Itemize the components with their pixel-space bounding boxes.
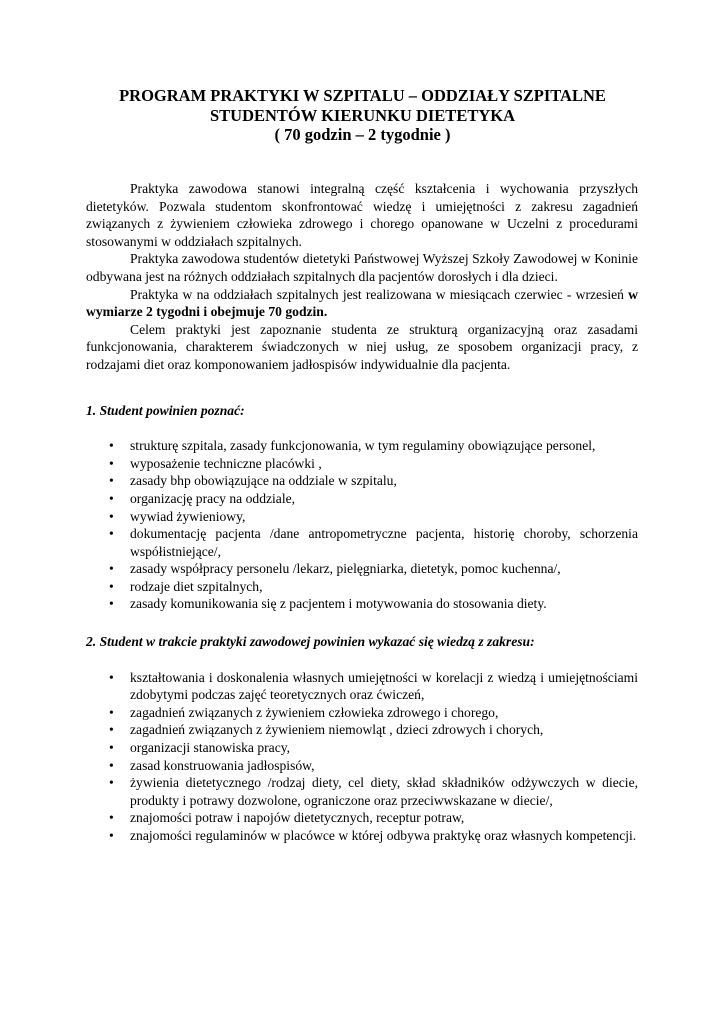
list-item-text: kształtowania i doskonalenia własnych umiejętności w korelacji z wiedzą i umiejętnościami zdobytymi podczas zajęć teoretycznych oraz ćwiczeń, [130, 669, 638, 703]
bullet-icon: • [109, 828, 114, 843]
bullet-icon: • [109, 740, 114, 756]
list-item-text: strukturę szpitala, zasady funkcjonowania, w tym regulaminy obowiązujące personel, [130, 438, 596, 454]
bullet-icon: • [109, 508, 114, 524]
bullet-icon: • [109, 455, 114, 471]
list-item-text: wywiad żywieniowy, [130, 508, 246, 524]
intro-paragraph-4: Celem praktyki jest zapoznanie studenta ze strukturą organizacyjną oraz zasadami funkcjonowania, charakterem świadczonych w niej usług, ze sposobem organizacji pracy, z rodzajami diet oraz komponowaniem jadłospisów indywidualnie dla pacjenta. [86, 321, 638, 372]
intro-paragraph-3-text: Praktyka w na oddziałach szpitalnych jest realizowana w miesiącach czerwiec - wrzesień [130, 286, 629, 302]
list-item-text: wyposażenie techniczne placówki , [130, 455, 322, 471]
section-1-list [86, 437, 638, 613]
bullet-icon: • [109, 596, 114, 612]
list-item-text: znajomości regulaminów w placówce w której odbywa praktykę oraz własnych kompetencji. [130, 828, 637, 843]
list-item [86, 490, 638, 508]
bullet-icon: • [109, 757, 114, 773]
list-item-text: zasady bhp obowiązujące na oddziale w szpitalu, [130, 473, 397, 489]
title-line-1: PROGRAM PRAKTYKI W SZPITALU – ODDZIAŁY SZPITALNE [119, 86, 606, 105]
bullet-icon: • [109, 722, 114, 738]
bullet-icon: • [109, 473, 114, 489]
list-item [86, 525, 638, 560]
list-item-text: zasady komunikowania się z pacjentem i motywowania do stosowania diety. [130, 596, 547, 612]
bullet-icon: • [109, 578, 114, 594]
section-1-title: 1. Student powinien poznać: [86, 402, 245, 418]
section-2-title: 2. Student w trakcie praktyki zawodowej powinien wykazać się wiedzą z zakresu: [86, 634, 535, 650]
list-item [86, 774, 638, 809]
list-item [86, 437, 638, 455]
title-line-3: ( 70 godzin – 2 tygodnie ) [274, 125, 451, 144]
intro-paragraph-2: Praktyka zawodowa studentów dietetyki Państwowej Wyższej Szkoły Zawodowej w Koninie odbywana jest na różnych oddziałach szpitalnych dla pacjentów dorosłych i dla dzieci. [86, 251, 638, 284]
list-item [86, 472, 638, 490]
list-item [86, 721, 638, 739]
list-item [86, 455, 638, 473]
list-item [86, 595, 638, 613]
bullet-icon: • [109, 669, 114, 685]
bullet-icon: • [109, 490, 114, 506]
title-line-2: STUDENTÓW KIERUNKU DIETETYKA [209, 105, 515, 125]
list-item-text: zasady współpracy personelu /lekarz, pielęgniarka, dietetyk, pomoc kuchenna/, [130, 561, 561, 577]
bullet-icon: • [109, 810, 114, 826]
intro-paragraph-3 [86, 286, 638, 321]
list-item [86, 704, 638, 722]
list-item-text: zagadnień związanych z żywieniem człowieka zdrowego i chorego, [130, 704, 499, 720]
list-item [86, 739, 638, 757]
list-item [86, 669, 638, 704]
list-item [86, 809, 638, 827]
bullet-icon: • [109, 775, 114, 791]
list-item [86, 578, 638, 596]
bullet-icon: • [109, 704, 114, 720]
section-2-list [86, 669, 638, 845]
list-item-text: zagadnień związanych z żywieniem niemowląt , dzieci zdrowych i chorych, [130, 722, 544, 738]
list-item-text: dokumentację pacjenta /dane antropometryczne pacjenta, historię choroby, schorzenia współistniejące/, [130, 526, 638, 559]
list-item [86, 757, 638, 775]
list-item-text: zasad konstruowania jadłospisów, [130, 757, 315, 773]
document-body [86, 180, 638, 845]
list-item-text: żywienia dietetycznego /rodzaj diety, cel diety, skład składników odżywczych w diecie, produkty i potrawy dozwolone, ograniczone oraz przeciwwskazane w diecie/, [130, 775, 638, 808]
list-item-text: organizacji stanowiska pracy, [130, 740, 291, 756]
document-header [0, 86, 725, 145]
bullet-icon: • [109, 561, 114, 577]
list-item [86, 508, 638, 526]
list-item [86, 560, 638, 578]
intro-paragraph-1: Praktyka zawodowa stanowi integralną część kształcenia i wychowania przyszłych dietetyków. Pozwala studentom skonfrontować wiedzę i umiejętności z zakresu zagadnień związanych z żywieniem człowieka zdrowego i chorego opanowane w Uczelni z procedurami stosowanymi w oddziałach szpitalnych. [86, 181, 638, 249]
bullet-icon: • [109, 438, 114, 454]
list-item-text: organizację pracy na oddziale, [130, 490, 296, 506]
list-item [86, 827, 638, 845]
bullet-icon: • [109, 526, 114, 542]
list-item-text: rodzaje diet szpitalnych, [130, 578, 263, 594]
list-item-text: znajomości potraw i napojów dietetycznych, receptur potraw, [130, 810, 465, 826]
intro-paragraph-3-bold: w wymiarze 2 tygodni i obejmuje 70 godzin. [86, 286, 638, 320]
